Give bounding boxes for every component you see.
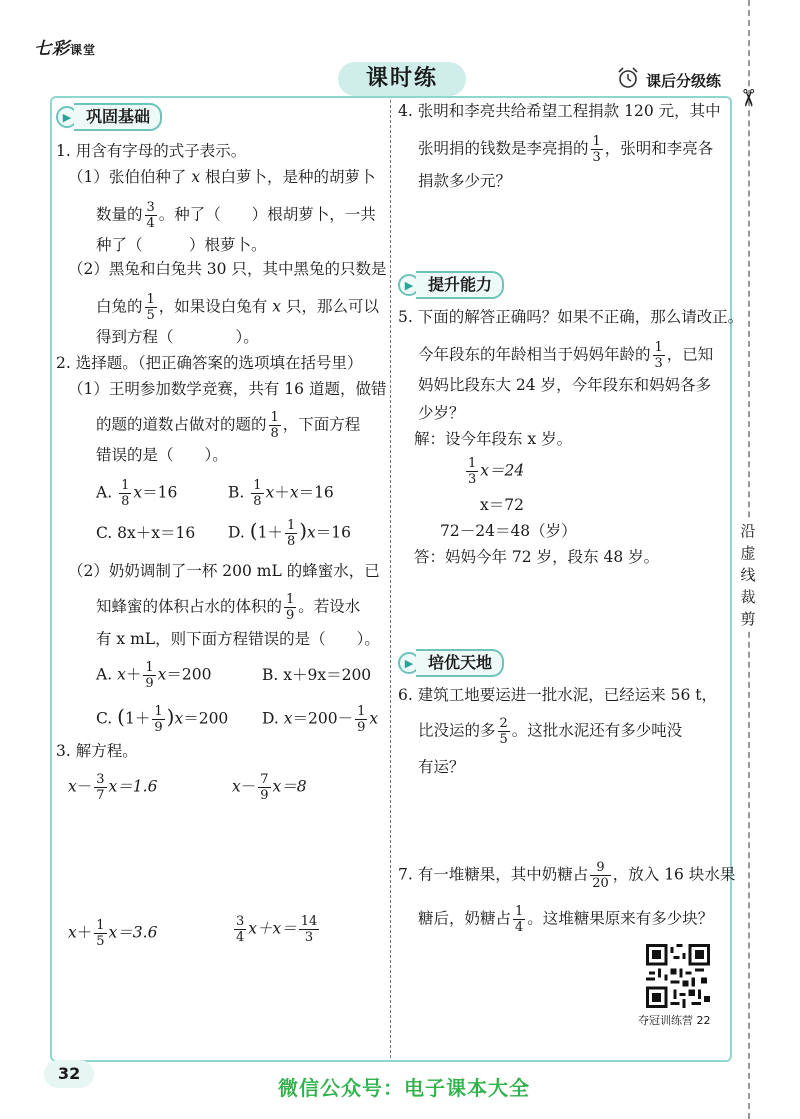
qr-caption: 夺冠训练营 22 (638, 1014, 711, 1027)
q5-answer: 答：妈妈今年 72 岁，段东 48 岁。 (414, 548, 660, 566)
section-basic: ▶ 巩固基础 (56, 104, 162, 130)
page-number: 32 (58, 1064, 81, 1083)
q2-p2-option-d: D. x＝200－ $\frac{1}{9}$ x (262, 704, 379, 735)
q1-p1-line3: 种了（ ）根萝卜。 (96, 236, 267, 254)
q2-p1-option-b: B. $\frac{1}{8}$ x＋x＝16 (228, 478, 334, 509)
fraction: $\frac{1}{9}$ (286, 592, 295, 623)
page-subtitle: 课后分级练 (646, 72, 722, 90)
footer-watermark: 微信公众号：电子课本大全 (278, 1076, 530, 1100)
fraction: $\frac{1}{5}$ (146, 292, 155, 323)
scissors-icon: ✂ (734, 87, 763, 109)
q6-line2: 比没运的多 $\frac{2}{5}$ 。这批水泥还有多少吨没 (418, 716, 683, 747)
q5-solution-3: x＝72 (480, 496, 524, 514)
q5-solution-1: 解：设今年段东 x 岁。 (414, 430, 573, 448)
q3-equation-1: x－ $\frac{3}{7}$ x＝1.6 (68, 772, 158, 803)
section-ability: ▶ 提升能力 (398, 272, 504, 298)
fraction: $\frac{1}{3}$ (654, 340, 663, 371)
column-divider (390, 100, 391, 1058)
q2-p2-option-b: B. x＋9x＝200 (262, 666, 372, 684)
q2-p2-line2: 知蜂蜜的体积占水的体积的 $\frac{1}{9}$ 。若设水 (96, 592, 361, 623)
q2-p2-option-c: C. (1＋ $\frac{1}{9}$ )x＝200 (96, 704, 229, 735)
q2-p1-option-a: A. $\frac{1}{8}$ x＝16 (96, 478, 178, 509)
q4-line2: 张明捐的钱数是李亮捐的 $\frac{1}{3}$ ，张明和李亮各 (418, 134, 714, 165)
q2-p2-line1: （2）奶奶调制了一杯 200 mL 的蜂蜜水，已 (68, 562, 380, 580)
q4-line1: 4. 张明和李亮共给希望工程捐款 120 元，其中 (398, 102, 721, 120)
fraction: $\frac{2}{5}$ (499, 716, 508, 747)
brand-logo: 七彩课堂 (34, 39, 97, 59)
q2-p2-option-a: A. x＋ $\frac{1}{9}$ x＝200 (96, 660, 212, 691)
q6-line1: 6. 建筑工地要运进一批水泥，已经运来 56 t， (398, 686, 718, 704)
q2-stem: 2. 选择题。（把正确答案的选项填在括号里） (56, 354, 363, 372)
q7-line1: 7. 有一堆糖果，其中奶糖占 $\frac{9}{20}$ ，放入 16 块水果 (398, 860, 736, 891)
fraction: $\frac{3}{4}$ (146, 200, 155, 231)
alarm-clock-icon (616, 66, 640, 90)
q5-line2: 今年段东的年龄相当于妈妈年龄的 $\frac{1}{3}$ ，已知 (418, 340, 714, 371)
fraction: $\frac{1}{8}$ (270, 410, 279, 441)
q5-solution-2: $\frac{1}{3}$ x＝24 (468, 456, 525, 487)
fraction: $\frac{9}{20}$ (592, 860, 609, 891)
qr-code-image[interactable] (646, 944, 710, 1008)
play-icon: ▶ (398, 274, 420, 296)
fraction: $\frac{1}{4}$ (515, 904, 524, 935)
q1-p2-line3: 得到方程（ ）。 (96, 328, 259, 346)
q2-p1-line2: 的题的道数占做对的题的 $\frac{1}{8}$ ，下面方程 (96, 410, 361, 441)
q5-line3: 妈妈比段东大 24 岁，今年段东和妈妈各多 (418, 376, 712, 394)
fraction: $\frac{1}{3}$ (592, 134, 601, 165)
q1-stem: 1. 用含有字母的式子表示。 (56, 142, 247, 160)
q2-p1-line1: （1）王明参加数学竞赛，共有 16 道题，做错 (68, 380, 387, 398)
cut-instruction: 沿 虚 线 裁 剪 (734, 520, 762, 630)
q3-equation-4: $\frac{3}{4}$ x＋x＝ $\frac{14}{3}$ (236, 914, 318, 945)
q4-line3: 捐款多少元？ (418, 172, 512, 190)
q2-p1-line3: 错误的是（ ）。 (96, 446, 228, 464)
q1-p2-line2: 白兔的 $\frac{1}{5}$ ，如果设白兔有 x 只，那么可以 (96, 292, 379, 323)
q3-equation-2: x－ $\frac{7}{9}$ x＝8 (232, 772, 307, 803)
q3-stem: 3. 解方程。 (56, 742, 138, 760)
q2-p1-option-d: D. (1＋ $\frac{1}{8}$ )x＝16 (228, 518, 352, 549)
q2-p2-line3: 有 x mL，则下面方程错误的是（ ）。 (96, 630, 380, 648)
q1-p1-line2: 数量的 $\frac{3}{4}$ 。种了（ ）根胡萝卜，一共 (96, 200, 376, 231)
q5-line1: 5. 下面的解答正确吗？如果不正确，那么请改正。 (398, 308, 744, 326)
section-excellence: ▶ 培优天地 (398, 650, 504, 676)
q7-line2: 糖后，奶糖占 $\frac{1}{4}$ 。这堆糖果原来有多少块？ (418, 904, 714, 935)
q2-p1-option-c: C. 8x＋x＝16 (96, 524, 196, 542)
q5-line4: 少岁？ (418, 404, 465, 422)
q6-line3: 有运？ (418, 758, 465, 776)
q3-equation-3: x＋ $\frac{1}{5}$ x＝3.6 (68, 918, 158, 949)
page-title: 课时练 (338, 62, 466, 96)
play-icon: ▶ (398, 652, 420, 674)
q1-p2-line1: （2）黑兔和白兔共 30 只，其中黑兔的只数是 (68, 260, 387, 278)
q1-p1-line1: （1）张伯伯种了 x 根白萝卜，是种的胡萝卜 (68, 168, 376, 186)
q5-solution-4: 72－24＝48（岁） (440, 522, 577, 540)
play-icon: ▶ (56, 106, 78, 128)
